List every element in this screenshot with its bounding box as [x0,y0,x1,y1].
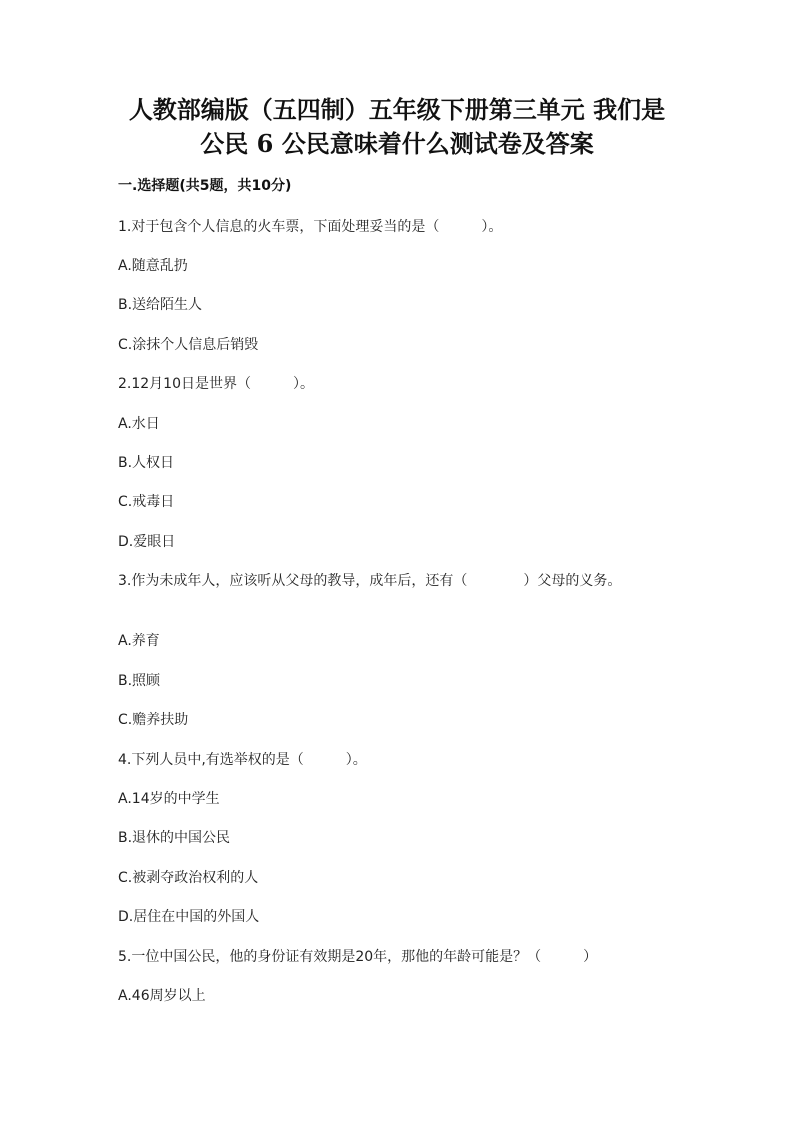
question-3-option-a: A.养育 [118,633,160,649]
question-3-option-c: C.赡养扶助 [118,712,189,728]
question-4-option-d: D.居住在中国的外国人 [118,909,260,925]
question-2-option-d: D.爱眼日 [118,534,176,550]
question-2-option-a: A.水日 [118,416,160,432]
question-2-stem: 2.12月10日是世界（ ）。 [118,376,314,392]
question-5-stem: 5.一位中国公民，他的身份证有效期是20年，那他的年龄可能是？（ ） [118,949,598,965]
section-heading: 一.选择题(共5题，共10分) [118,178,292,194]
page-title-line-1: 人教部编版（五四制）五年级下册第三单元 我们是 [128,95,666,124]
question-4-option-b: B.退休的中国公民 [118,830,231,846]
question-5-option-a: A.46周岁以上 [118,988,206,1004]
question-1-option-b: B.送给陌生人 [118,297,203,313]
question-4-option-a: A.14岁的中学生 [118,791,220,807]
question-1-stem: 1.对于包含个人信息的火车票，下面处理妥当的是（ ）。 [118,219,503,235]
question-4-stem: 4.下列人员中,有选举权的是（ ）。 [118,752,367,768]
question-2-option-b: B.人权日 [118,455,175,471]
question-4-option-c: C.被剥夺政治权利的人 [118,870,259,886]
page-title-line-2: 公民 6 公民意味着什么测试卷及答案 [200,129,594,158]
question-3-stem: 3.作为未成年人，应该听从父母的教导，成年后，还有（ ）父母的义务。 [118,573,622,589]
question-2-option-c: C.戒毒日 [118,494,175,510]
question-3-option-b: B.照顾 [118,673,161,689]
question-1-option-c: C.涂抹个人信息后销毁 [118,337,259,353]
question-1-option-a: A.随意乱扔 [118,258,188,274]
